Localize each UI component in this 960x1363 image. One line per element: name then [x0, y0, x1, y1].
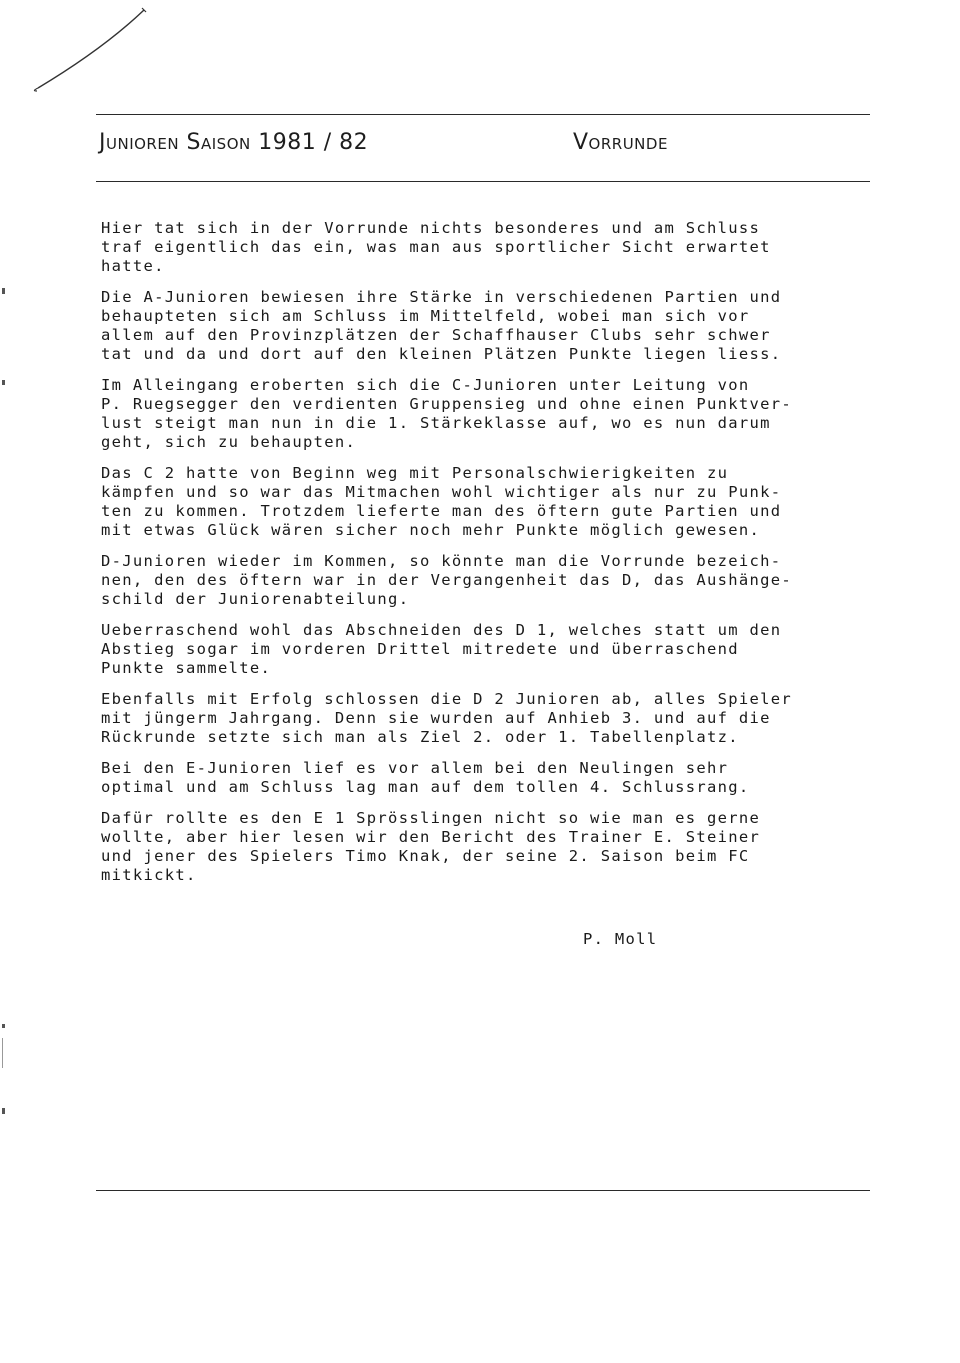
- paragraph: [101, 690, 881, 747]
- paragraph-line: D-Junioren wieder im Kommen, so könnte man die Vorrunde bezeich-: [101, 552, 782, 570]
- paragraph-line: Abstieg sogar im vorderen Drittel mitredete und überraschend: [101, 640, 739, 658]
- paragraph-line: Das C 2 hatte von Beginn weg mit Personalschwierigkeiten zu: [101, 464, 729, 482]
- paragraph-line: wollte, aber hier lesen wir den Bericht des Trainer E. Steiner: [101, 828, 761, 846]
- paragraph-line: tat und da und dort auf den kleinen Plätzen Punkte liegen liess.: [101, 345, 782, 363]
- header-bottom-rule: [96, 181, 870, 182]
- header-top-rule: [96, 114, 870, 115]
- paragraph-line: allem auf den Provinzplätzen der Schaffhauser Clubs sehr schwer: [101, 326, 771, 344]
- paragraph-line: behaupteten sich am Schluss im Mittelfeld, wobei man sich vor: [101, 307, 750, 325]
- paragraph-line: Punkte sammelte.: [101, 659, 272, 677]
- paragraph-line: traf eigentlich das ein, was man aus sportlicher Sicht erwartet: [101, 238, 771, 256]
- paragraph-line: Ueberraschend wohl das Abschneiden des D 1, welches statt um den: [101, 621, 782, 639]
- paragraph: [101, 219, 881, 276]
- paragraph-line: nen, den des öftern war in der Vergangenheit das D, das Aushänge-: [101, 571, 793, 589]
- paragraph-line: mitkickt.: [101, 866, 197, 884]
- footer-rule: [96, 1190, 870, 1191]
- paragraph-line: Bei den E-Junioren lief es vor allem bei den Neulingen sehr: [101, 759, 729, 777]
- paragraph-line: Hier tat sich in der Vorrunde nichts besonderes und am Schluss: [101, 219, 761, 237]
- section-label: Vorrunde: [573, 130, 668, 155]
- paragraph-line: Im Alleingang eroberten sich die C-Junioren unter Leitung von: [101, 376, 750, 394]
- paragraph-line: Dafür rollte es den E 1 Sprösslingen nicht so wie man es gerne: [101, 809, 761, 827]
- paragraph-line: hatte.: [101, 257, 165, 275]
- paragraph: [101, 552, 881, 609]
- margin-mark: [2, 288, 5, 294]
- paragraph: [101, 288, 881, 364]
- paragraph-line: geht, sich zu behaupten.: [101, 433, 357, 451]
- author-signature: P. Moll: [583, 930, 658, 948]
- paragraph-line: Die A-Junioren bewiesen ihre Stärke in verschiedenen Partien und: [101, 288, 782, 306]
- paragraph-line: und jener des Spielers Timo Knak, der seine 2. Saison beim FC: [101, 847, 750, 865]
- report-body: [101, 219, 881, 897]
- paragraph-line: P. Ruegsegger den verdienten Gruppensieg und ohne einen Punktver-: [101, 395, 793, 413]
- paragraph-line: ten zu kommen. Trotzdem lieferte man des öftern gute Partien und: [101, 502, 782, 520]
- margin-mark: [2, 1024, 5, 1028]
- margin-mark: [2, 380, 5, 385]
- margin-mark: [2, 1108, 5, 1114]
- margin-mark: [2, 1038, 3, 1068]
- document-header: [0, 128, 960, 162]
- paragraph-line: Ebenfalls mit Erfolg schlossen die D 2 Junioren ab, alles Spieler: [101, 690, 793, 708]
- paragraph-line: kämpfen und so war das Mitmachen wohl wichtiger als nur zu Punk-: [101, 483, 782, 501]
- paragraph-line: mit etwas Glück wären sicher noch mehr Punkte möglich gewesen.: [101, 521, 761, 539]
- document-title: Junioren Saison 1981 / 82: [99, 130, 369, 155]
- paragraph: [101, 809, 881, 885]
- paragraph-line: Rückrunde setzte sich man als Ziel 2. oder 1. Tabellenplatz.: [101, 728, 739, 746]
- paragraph-line: optimal und am Schluss lag man auf dem tollen 4. Schlussrang.: [101, 778, 750, 796]
- paragraph: [101, 464, 881, 540]
- pen-stroke-mark: [28, 0, 158, 95]
- paragraph-line: mit jüngerm Jahrgang. Denn sie wurden auf Anhieb 3. und auf die: [101, 709, 771, 727]
- paragraph-line: schild der Juniorenabteilung.: [101, 590, 410, 608]
- paragraph: [101, 621, 881, 678]
- paragraph-line: lust steigt man nun in die 1. Stärkeklasse auf, wo es nun darum: [101, 414, 771, 432]
- paragraph: [101, 376, 881, 452]
- paragraph: [101, 759, 881, 797]
